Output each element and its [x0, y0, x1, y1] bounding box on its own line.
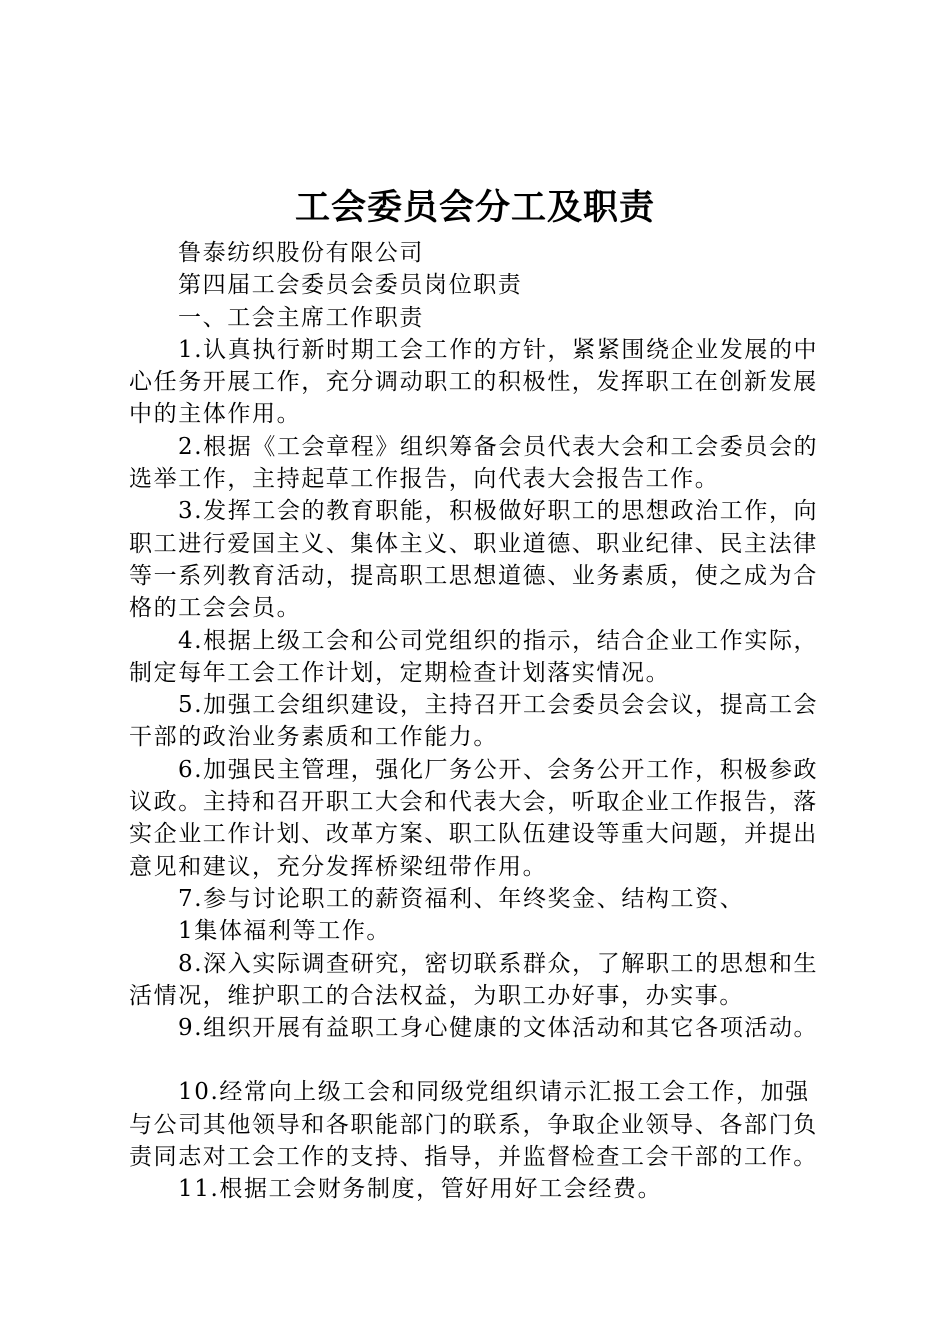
duty-item-1: 1.认真执行新时期工会工作的方针，紧紧围绕企业发展的中心任务开展工作，充分调动职工的积极性，发挥职工在创新发展中的主体作用。: [129, 336, 819, 428]
duty-item-11: 11.根据工会财务制度，管好用好工会经费。: [178, 1176, 663, 1203]
duty-item-8: 8.深入实际调查研究，密切联系群众，了解职工的思想和生活情况，维护职工的合法权益，为职工办好事，办实事。: [129, 950, 819, 1009]
section-heading: 一、工会主席工作职责: [178, 304, 424, 331]
duty-item-2: 2.根据《工会章程》组织筹备会员代表大会和工会委员会的选举工作，主持起草工作报告，向代表大会报告工作。: [129, 433, 819, 493]
duty-item-6: 6.加强民主管理，强化厂务公开、会务公开工作，积极参政议政。主持和召开职工大会和代表大会，听取企业工作报告，落实企业工作计划、改革方案、职工队伍建设等重大问题，并提出意见和建议，充分发挥桥梁纽带作用。: [129, 756, 819, 880]
duty-item-7-continued: 1集体福利等工作。: [178, 918, 392, 945]
duty-item-7: 7.参与讨论职工的薪资福利、年终奖金、结构工资、: [178, 885, 745, 912]
duty-item-4: 4.根据上级工会和公司党组织的指示，结合企业工作实际，制定每年工会工作计划，定期检查计划落实情况。: [129, 627, 819, 686]
duty-item-9: 9.组织开展有益职工身心健康的文体活动和其它各项活动。: [178, 1015, 819, 1042]
duty-item-5: 5.加强工会组织建设，主持召开工会委员会会议，提高工会干部的政治业务素质和工作能力。: [129, 692, 819, 751]
duty-item-3: 3.发挥工会的教育职能，积极做好职工的思想政治工作，向职工进行爱国主义、集体主义、职业道德、职业纪律、民主法律等一系列教育活动，提高职工思想道德、业务素质，使之成为合格的工会会员。: [129, 498, 819, 622]
document-body: [129, 237, 832, 1206]
document-title: 工会委员会分工及职责: [294, 187, 655, 228]
duty-item-10: 10.经常向上级工会和同级党组织请示汇报工会工作，加强与公司其他领导和各职能部门的联系，争取企业领导、各部门负责同志对工会工作的支持、指导，并监督检查工会干部的工作。: [129, 1079, 818, 1171]
document-subtitle: 第四届工会委员会委员岗位职责: [178, 272, 523, 299]
company-name: 鲁泰纺织股份有限公司: [178, 240, 424, 266]
